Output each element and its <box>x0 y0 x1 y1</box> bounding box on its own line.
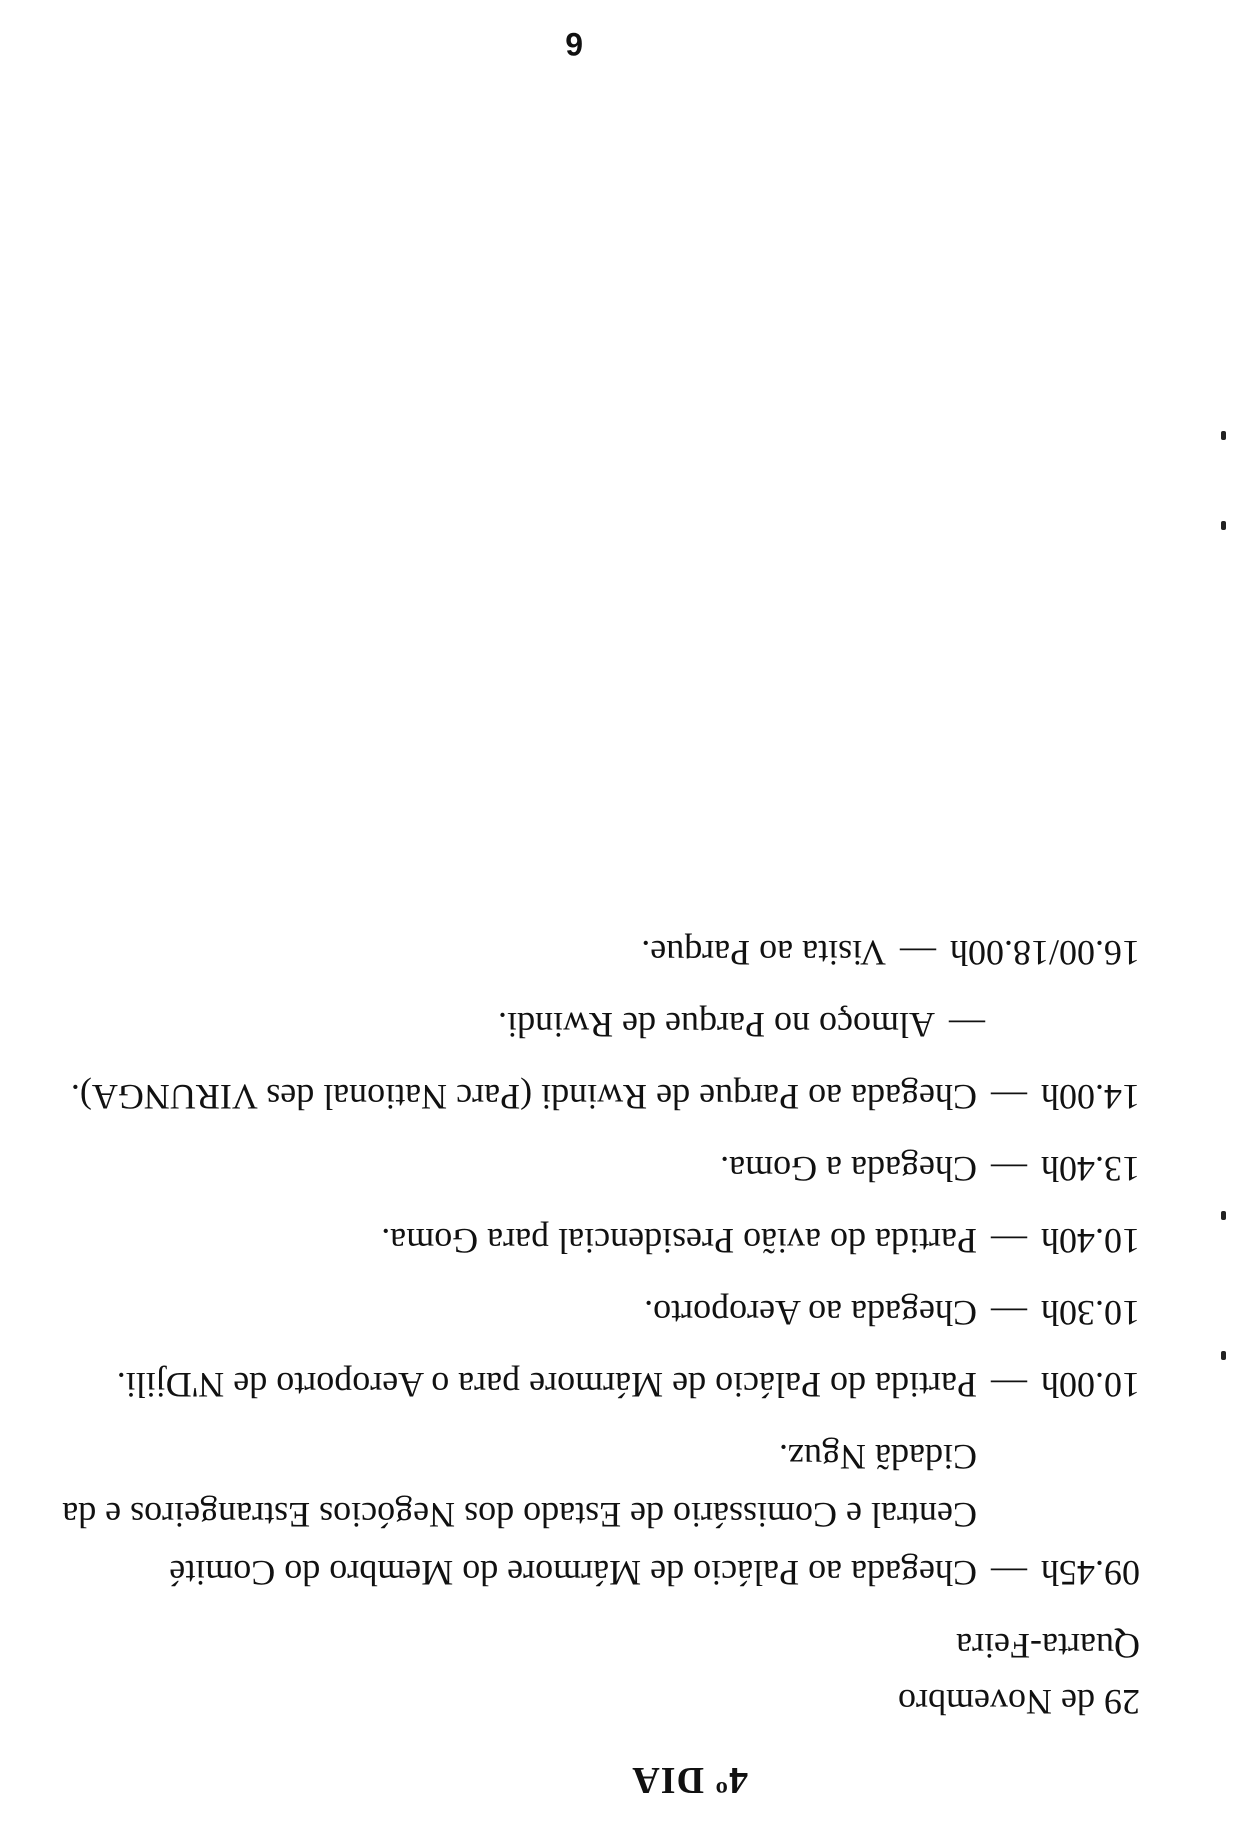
schedule-list <box>60 910 1140 1602</box>
entry-time: 10.30h <box>1041 1293 1140 1333</box>
entry-text: Chegada ao Aeroporto. <box>644 1293 977 1333</box>
schedule-entry <box>60 996 1140 1054</box>
schedule-entry <box>60 1356 1140 1414</box>
entry-dash: — <box>991 1149 1027 1189</box>
entry-dash: — <box>949 1005 985 1045</box>
entry-text: Chegada ao Palácio de Mármore do Membro do Comité Central e Comissário de Estado dos Negócios Estrangeiros e da Cidadã Nguz. <box>62 1437 977 1593</box>
entry-text: Partida do Palácio de Mármore para o Aeroporto de N'Djili. <box>116 1365 977 1405</box>
entry-time: 16.00/18.00h <box>949 933 1140 973</box>
schedule-entry <box>60 1284 1140 1342</box>
scan-speck <box>1221 521 1226 530</box>
schedule-entry <box>60 1428 1140 1602</box>
schedule-entry <box>60 1212 1140 1270</box>
entry-dash: — <box>991 1293 1027 1333</box>
entry-time: 10.40h <box>1041 1221 1140 1261</box>
scan-speck <box>1221 431 1226 440</box>
schedule-entry <box>60 924 1140 982</box>
entry-time: 09.45h <box>1041 1553 1140 1593</box>
scan-speck <box>1221 1351 1226 1360</box>
weekday-line: Quarta-Feira <box>956 1626 1140 1666</box>
entry-text: Visita ao Parque. <box>641 933 886 973</box>
schedule-entry <box>60 1140 1140 1198</box>
entry-dash: — <box>991 1365 1027 1405</box>
date-block <box>898 1618 1140 1730</box>
entry-time: 13.40h <box>1041 1149 1140 1189</box>
entry-text: Chegada a Goma. <box>720 1149 977 1189</box>
entry-text: Almoço no Parque de Rwindi. <box>498 1005 935 1045</box>
scan-speck <box>1221 1211 1226 1220</box>
day-heading: 4º DIA <box>631 1759 748 1801</box>
entry-text: Partida do avião Presidencial para Goma. <box>381 1221 977 1261</box>
page-number: 6 <box>565 26 583 62</box>
entry-dash: — <box>991 1221 1027 1261</box>
entry-dash: — <box>899 933 936 973</box>
entry-text: Chegada ao Parque de Rwindi (Parc National des VIRUNGA). <box>70 1077 977 1117</box>
entry-time: 14.00h <box>1041 1077 1140 1117</box>
entry-dash: — <box>991 1077 1027 1117</box>
date-line: 29 de Novembro <box>898 1682 1140 1722</box>
schedule-entry <box>60 1068 1140 1126</box>
entry-dash: — <box>991 1553 1027 1593</box>
entry-time: 10.00h <box>1041 1365 1140 1405</box>
